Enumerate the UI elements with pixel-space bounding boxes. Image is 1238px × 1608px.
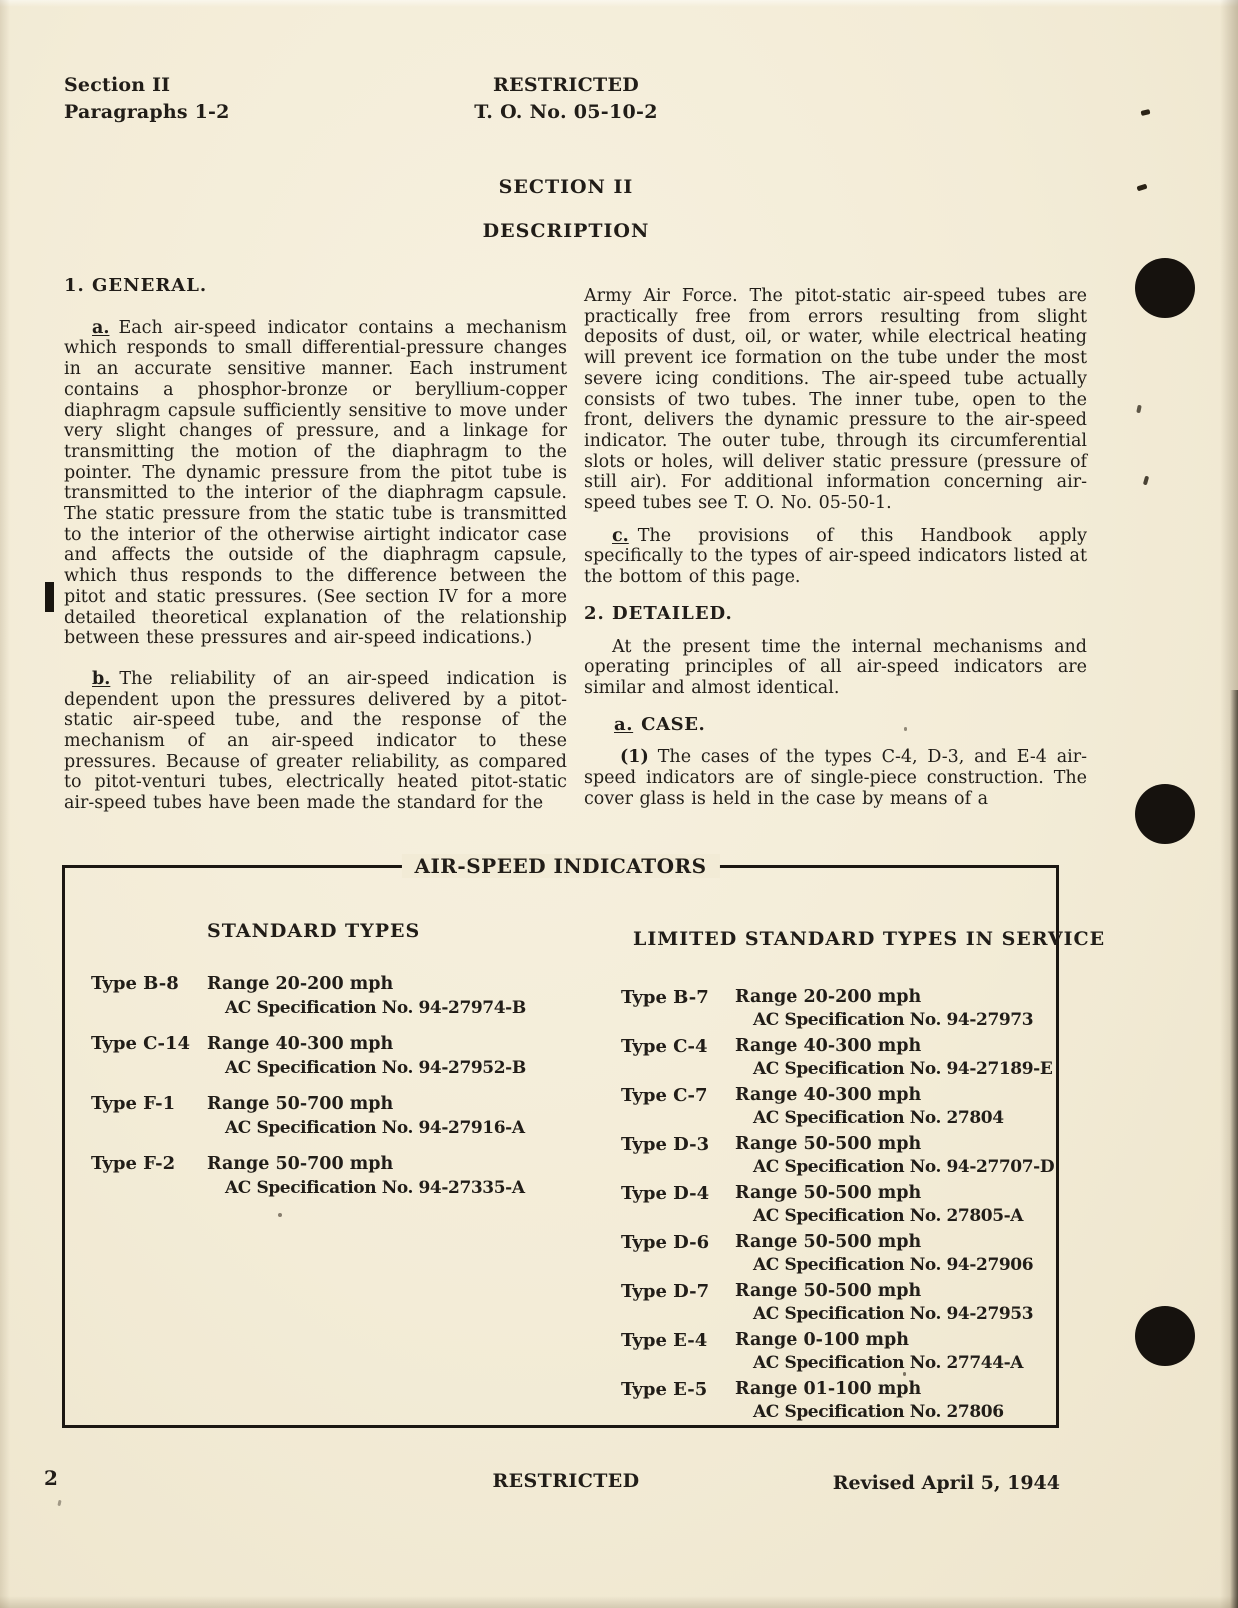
type-label: Type F-2 [91,1153,176,1174]
table-row [621,1280,1059,1326]
spec-value: AC Specification No. 94-27973 [753,1010,1034,1030]
header-center [64,72,1068,126]
range-value: Range 50-500 mph [735,1232,922,1252]
limited-standard-types-heading: LIMITED STANDARD TYPES IN SERVICE [633,928,1106,950]
paragraph-label: b. [92,668,111,689]
paragraph-1b-continuation: Army Air Force. The pitot-static air-speed tubes are practically free from errors resulting from slight deposits of dust, oil, or water, while electrical heating will prevent ice formation on the tube under the most severe icing conditions. The air-speed tube actually consists of two tubes. The inner tube, open to the front, delivers the dynamic pressure to the air-speed indicator. The outer tube, through its circumferential slots or holes, will deliver static pressure (pressure of still air). For additional information concerning air-speed tubes see T. O. No. 05-50-1. [584,286,1087,514]
range-value: Range 50-700 mph [207,1094,394,1114]
table-row [621,1084,1059,1130]
footer-classification: RESTRICTED [492,1470,640,1492]
range-value: Range 0-100 mph [735,1330,910,1350]
header-section-ref: Section II [64,74,171,96]
table-row [621,1329,1059,1375]
table-row [621,1378,1059,1424]
paragraph-label: (1) [620,747,649,768]
scan-mark [1136,184,1147,192]
type-label: Type D-7 [621,1281,710,1302]
table-row [91,1152,591,1200]
standard-types-heading: STANDARD TYPES [207,920,421,942]
page-edge-shadow [1230,690,1238,1608]
footer-page-number: 2 [44,1466,58,1490]
heading-label: a. [614,713,634,735]
revision-margin-bar [45,582,54,612]
punch-hole-dot-2 [1135,784,1195,844]
type-label: Type C-4 [621,1036,708,1057]
spec-value: AC Specification No. 94-27916-A [225,1118,525,1138]
spec-value: AC Specification No. 94-27189-E [753,1059,1053,1079]
heading-text: CASE. [641,713,706,735]
body-column-left [64,276,567,814]
paragraph-label: a. [92,317,110,338]
heading-case [614,715,1087,736]
page-edge-left [0,0,10,1608]
table-row [621,986,1059,1032]
header-classification: RESTRICTED [492,74,640,96]
spec-value: AC Specification No. 27804 [753,1108,1004,1128]
spec-value: AC Specification No. 27806 [753,1402,1004,1422]
spec-value: AC Specification No. 94-27335-A [225,1178,525,1198]
type-label: Type D-3 [621,1134,710,1155]
paragraph-text: The reliability of an air-speed indication is dependent upon the pressures delivered by a pitot-static air-speed tube, and the response of the mechanism of an air-speed indicator to these pressures. Because of greater reliability, as compared to pitot-venturi tubes, electrically heated pitot-static air-speed tubes have been made the standard for the [64,668,567,814]
punch-hole-dot-3 [1135,1306,1195,1366]
paragraph-detailed-intro: At the present time the internal mechanisms and operating principles of all air-speed indicators are similar and almost identical. [584,636,1087,698]
air-speed-indicators-table [62,854,1106,1428]
table-row [621,1035,1059,1081]
heading-detailed: 2. DETAILED. [584,602,733,624]
section-title: SECTION II [498,176,634,198]
table-row [91,1092,591,1140]
paragraph-label: c. [612,525,629,546]
range-value: Range 40-300 mph [735,1036,922,1056]
type-label: Type E-5 [621,1379,708,1400]
range-value: Range 20-200 mph [735,987,922,1007]
range-value: Range 50-500 mph [735,1281,922,1301]
footer-revision-date: Revised April 5, 1944 [832,1472,1060,1494]
page-edge-bottom [0,1596,1238,1608]
type-label: Type C-14 [91,1033,191,1054]
page-edge-right [1220,0,1238,1608]
scan-mark [1136,405,1142,414]
table-title: AIR-SPEED INDICATORS [401,854,719,878]
type-label: Type D-4 [621,1183,710,1204]
table-row [621,1231,1059,1277]
range-value: Range 01-100 mph [735,1379,922,1399]
type-label: Type B-7 [621,987,709,1008]
table-row [91,1032,591,1080]
paragraph-text: The provisions of this Handbook apply specifically to the types of air-speed indicators listed at the bottom of this page. [584,525,1087,588]
range-value: Range 40-300 mph [735,1085,922,1105]
paragraph-1a [64,318,567,649]
scan-mark [57,1500,61,1506]
range-value: Range 50-700 mph [207,1154,394,1174]
limited-standard-types-list [621,986,1059,1427]
table-row [621,1182,1059,1228]
range-value: Range 50-500 mph [735,1183,922,1203]
type-label: Type E-4 [621,1330,708,1351]
spec-value: AC Specification No. 94-27952-B [225,1058,526,1078]
scan-mark [1141,109,1151,116]
range-value: Range 20-200 mph [207,974,394,994]
paragraph-case-1 [584,747,1087,809]
paragraph-text: Each air-speed indicator contains a mechanism which responds to small differential-pressure changes in an accurate sensitive manner. Each instrument contains a phosphor-bronze or beryllium-copper diaphragm capsule sufficiently sensitive to move under very slight changes of pressure, and a linkage for transmitting the motion of the diaphragm to the pointer. The dynamic pressure from the pitot tube is transmitted to the interior of the diaphragm capsule. The static pressure from the static tube is transmitted to the interior of the otherwise airtight indicator case and affects the outside of the diaphragm capsule, which thus responds to the difference between the pitot and static pressures. (See section IV for a more detailed theoretical explanation of the relationship between these pressures and air-speed indications.) [64,317,567,649]
spec-value: AC Specification No. 94-27906 [753,1255,1034,1275]
spec-value: AC Specification No. 27744-A [753,1353,1024,1373]
paragraph-text: The cases of the types C-4, D-3, and E-4 air-speed indicators are of single-piece construction. The cover glass is held in the case by means of a [584,747,1087,809]
spec-value: AC Specification No. 27805-A [753,1206,1024,1226]
table-row [621,1133,1059,1179]
range-value: Range 40-300 mph [207,1034,394,1054]
header-paragraphs-ref: Paragraphs 1-2 [64,101,230,123]
paragraph-1c [584,526,1087,588]
paragraph-1b [64,669,567,814]
type-label: Type F-1 [91,1093,176,1114]
range-value: Range 50-500 mph [735,1134,922,1154]
spec-value: AC Specification No. 94-27953 [753,1304,1034,1324]
spec-value: AC Specification No. 94-27974-B [225,998,526,1018]
type-label: Type D-6 [621,1232,710,1253]
type-label: Type B-8 [91,973,179,994]
body-column-right [584,286,1087,809]
page-edge-top [0,0,1238,7]
header-to-number: T. O. No. 05-10-2 [474,101,658,123]
punch-hole-dot-1 [1135,258,1195,318]
standard-types-list [91,972,591,1212]
spec-value: AC Specification No. 94-27707-D [753,1157,1055,1177]
type-label: Type C-7 [621,1085,708,1106]
scan-mark [1143,476,1149,486]
section-subtitle: DESCRIPTION [482,220,650,242]
table-row [91,972,591,1020]
heading-general: 1. GENERAL. [64,275,208,296]
